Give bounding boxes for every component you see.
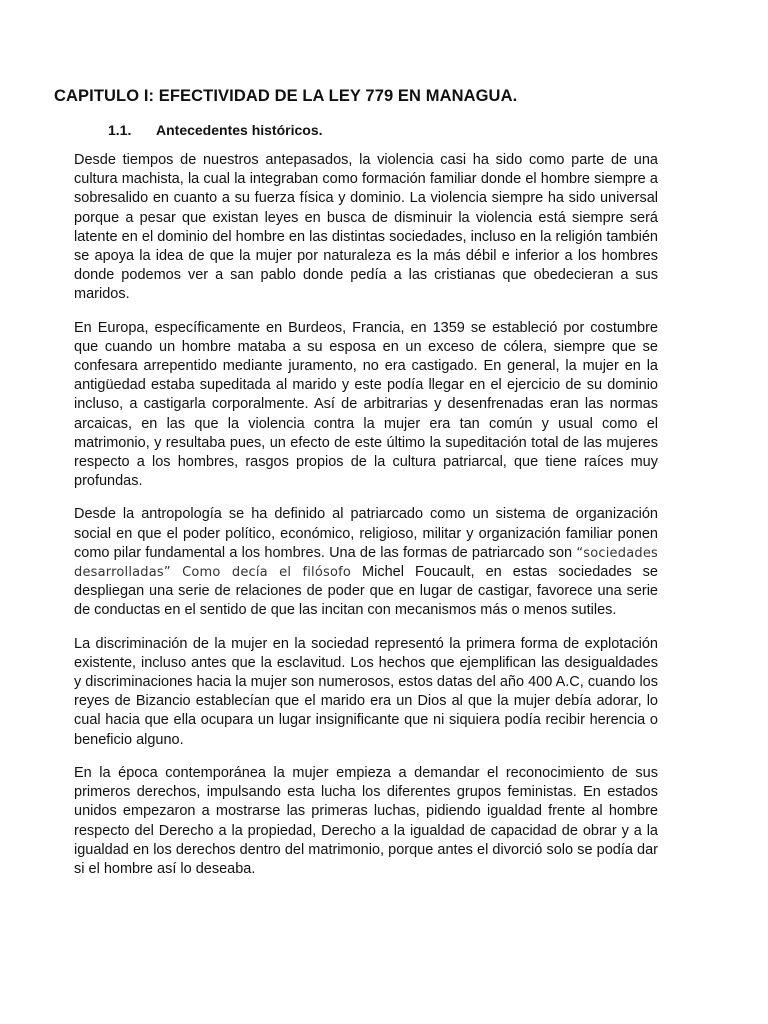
paragraph-5: En la época contemporánea la mujer empieza a demandar el reconocimiento de sus primeros derechos, impulsando esta lucha los diferentes grupos feministas. En estados unidos empezaron a mostrarse las primeras luchas, pidiendo igualdad frente al hombre respecto del Derecho a la propiedad, Derecho a la igualdad de capacidad de obrar y a la igualdad en los derechos dentro del matrimonio, porque antes el divorció solo se podía dar si el hombre así lo deseaba.: [74, 764, 658, 877]
paragraph-3: [74, 505, 658, 620]
section-heading: [108, 121, 323, 139]
section-number: 1.1.: [108, 122, 132, 138]
paragraph-3-start: Desde la antropología se ha definido al patriarcado como un sistema de organización social en que el poder político, económico, religioso, militar y organización familiar ponen como pilar fundamental a los hombres. Una de las formas de patriarcado son: [74, 506, 658, 561]
section-title: Antecedentes históricos.: [156, 122, 323, 138]
document-body: [74, 151, 658, 893]
paragraph-4: La discriminación de la mujer en la sociedad representó la primera forma de explotación existente, incluso antes que la esclavitud. Los hechos que ejemplifican las desigualdades y discriminaciones hacia la mujer son numerosos, estos datas del año 400 A.C, cuando los reyes de Bizancio establecían que el marido era un Dios al que la mujer debía adorar, lo cual hacia que ella ocupara un lugar insignificante que ni siquiera podía recibir herencia o beneficio alguno.: [74, 635, 658, 748]
paragraph-1: Desde tiempos de nuestros antepasados, la violencia casi ha sido como parte de una cultura machista, la cual la integraban como formación familiar donde el hombre siempre a sobresalido en cuanto a su fuerza física y dominio. La violencia siempre ha sido universal porque a pesar que existan leyes en busca de disminuir la violencia está siempre será latente en el dominio del hombre en las distintas sociedades, incluso en la religión también se apoya la idea de que la mujer por naturaleza es la más débil e inferior a los hombres donde podemos ver a san pablo donde pedía a las cristianas que obedecieran a sus maridos.: [74, 152, 658, 303]
paragraph-3-quote: “sociedades desarrolladas” Como decía el filósofo: [74, 545, 658, 581]
chapter-title: CAPITULO I: EFECTIVIDAD DE LA LEY 779 EN MANAGUA.: [54, 87, 518, 105]
paragraph-3-end: Michel Foucault, en estas sociedades se despliegan una serie de relaciones de poder que en lugar de castigar, favorece una serie de conductas en el sentido de que las incitan con mecanismos más o menos sutiles.: [74, 564, 658, 619]
paragraph-2: En Europa, específicamente en Burdeos, Francia, en 1359 se estableció por costumbre que cuando un hombre mataba a su esposa en un exceso de cólera, siempre que se confesara arrepentido mediante juramento, no era castigado. En general, la mujer en la antigüedad estaba supeditada al marido y este podía llegar en el ejercicio de su dominio incluso, a castigarla corporalmente. Así de arbitrarias y desenfrenadas eran las normas arcaicas, en las que la violencia contra la mujer era tan común y usual como el matrimonio, y resultaba pues, un efecto de este último la supeditación total de las mujeres respecto a los hombres, rasgos propios de la cultura patriarcal, que tiene raíces muy profundas.: [74, 319, 658, 490]
